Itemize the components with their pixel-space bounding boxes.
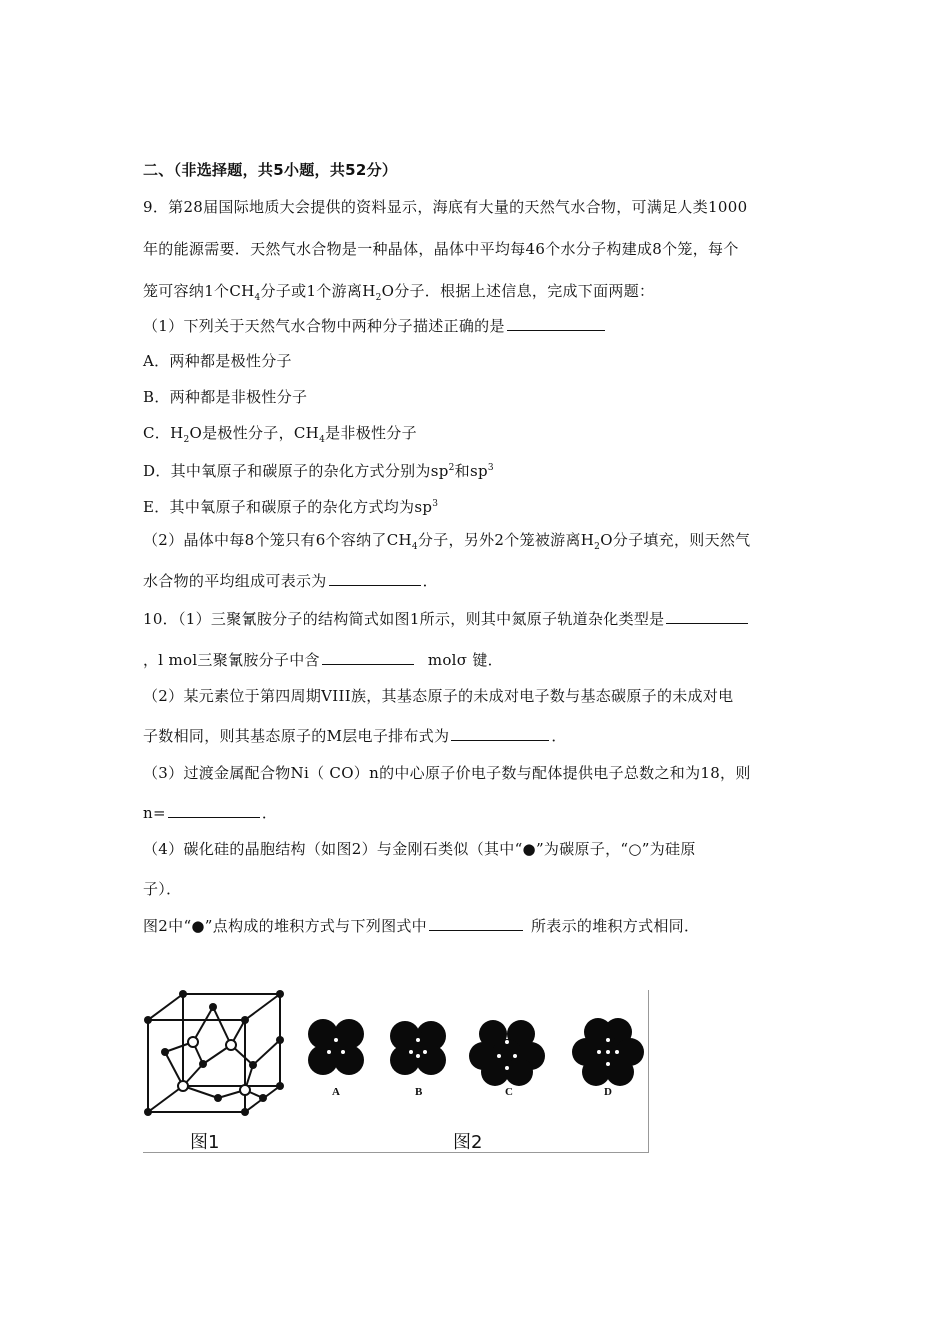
q9-part-2-cont: 水合物的平均组成可表示为 ． <box>143 572 438 590</box>
q10-line-7: （4）碳化硅的晶胞结构（如图2）与金刚石类似（其中“●”为碳原子，“○”为硅原 <box>143 840 696 858</box>
option-label-b: B <box>415 1086 423 1098</box>
option-label-d: D <box>604 1086 612 1098</box>
answer-blank[interactable] <box>666 609 748 624</box>
answer-blank[interactable] <box>329 571 421 586</box>
answer-blank[interactable] <box>168 803 260 818</box>
answer-blank[interactable] <box>429 916 523 931</box>
q9-part-1: （1）下列关于天然气水合物中两种分子描述正确的是 <box>143 316 607 336</box>
q10-line-9: 图2中“●”点构成的堆积方式与下列图式中 所表示的堆积方式相同． <box>143 917 700 935</box>
figure-panel <box>143 990 649 1153</box>
option-b: B．两种都是非极性分子 <box>143 388 308 406</box>
figure-1-caption: 图1 <box>190 1132 220 1153</box>
option-label-c: C <box>505 1086 513 1098</box>
q9-line-3: 笼可容纳1个$CH_4$分子或1个游离$H_2O$分子．根据上述信息，完成下面两题： <box>143 282 655 303</box>
q10-line-1: 10．（1）三聚氰胺分子的结构简式如图1所示，则其中氮原子轨道杂化类型是 <box>143 609 750 629</box>
option-c: C．$H_2O$是极性分子，$CH_4$是非极性分子 <box>143 424 417 445</box>
q10-line-3: （2）某元素位于第四周期VIII族，其基态原子的未成对电子数与基态碳原子的未成对电 <box>143 687 734 705</box>
q10-line-5: （3）过渡金属配合物Ni（ CO）n的中心原子价电子数与配体提供电子总数之和为18，则 <box>143 764 751 782</box>
option-label-a: A <box>332 1086 340 1098</box>
q10-line-6: n= ． <box>143 804 278 822</box>
answer-blank[interactable] <box>322 650 414 665</box>
answer-blank[interactable] <box>451 726 549 741</box>
crystal-cell-diagram <box>143 990 648 1140</box>
q9-part-2: （2）晶体中每8个笼只有6个容纳了$CH_4$分子，另外2个笼被游离$H_2O$分子填充，则天然气 <box>143 531 751 552</box>
figure-2-caption: 图2 <box>453 1132 483 1153</box>
q10-line-2: ，l mol三聚氰胺分子中含 molσ 键． <box>143 651 503 669</box>
q10-line-4: 子数相同，则其基态原子的M层电子排布式为 ． <box>143 727 567 745</box>
answer-blank[interactable] <box>507 316 605 331</box>
option-d: D．其中氧原子和碳原子的杂化方式分别为$sp^2$和$sp^3$ <box>143 462 494 480</box>
q9-line-2: 年的能源需要．天然气水合物是一种晶体，晶体中平均每46个水分子构建成8个笼，每个 <box>143 240 739 258</box>
q9-line-1: 9．第28届国际地质大会提供的资料显示，海底有大量的天然气水合物，可满足人类1000 <box>143 198 748 216</box>
option-a: A．两种都是极性分子 <box>143 352 292 370</box>
option-e: E．其中氧原子和碳原子的杂化方式均为$sp^3$ <box>143 498 439 516</box>
section-title: 二、（非选择题，共5小题，共52分） <box>143 161 398 179</box>
q10-line-8: 子）． <box>143 880 182 898</box>
